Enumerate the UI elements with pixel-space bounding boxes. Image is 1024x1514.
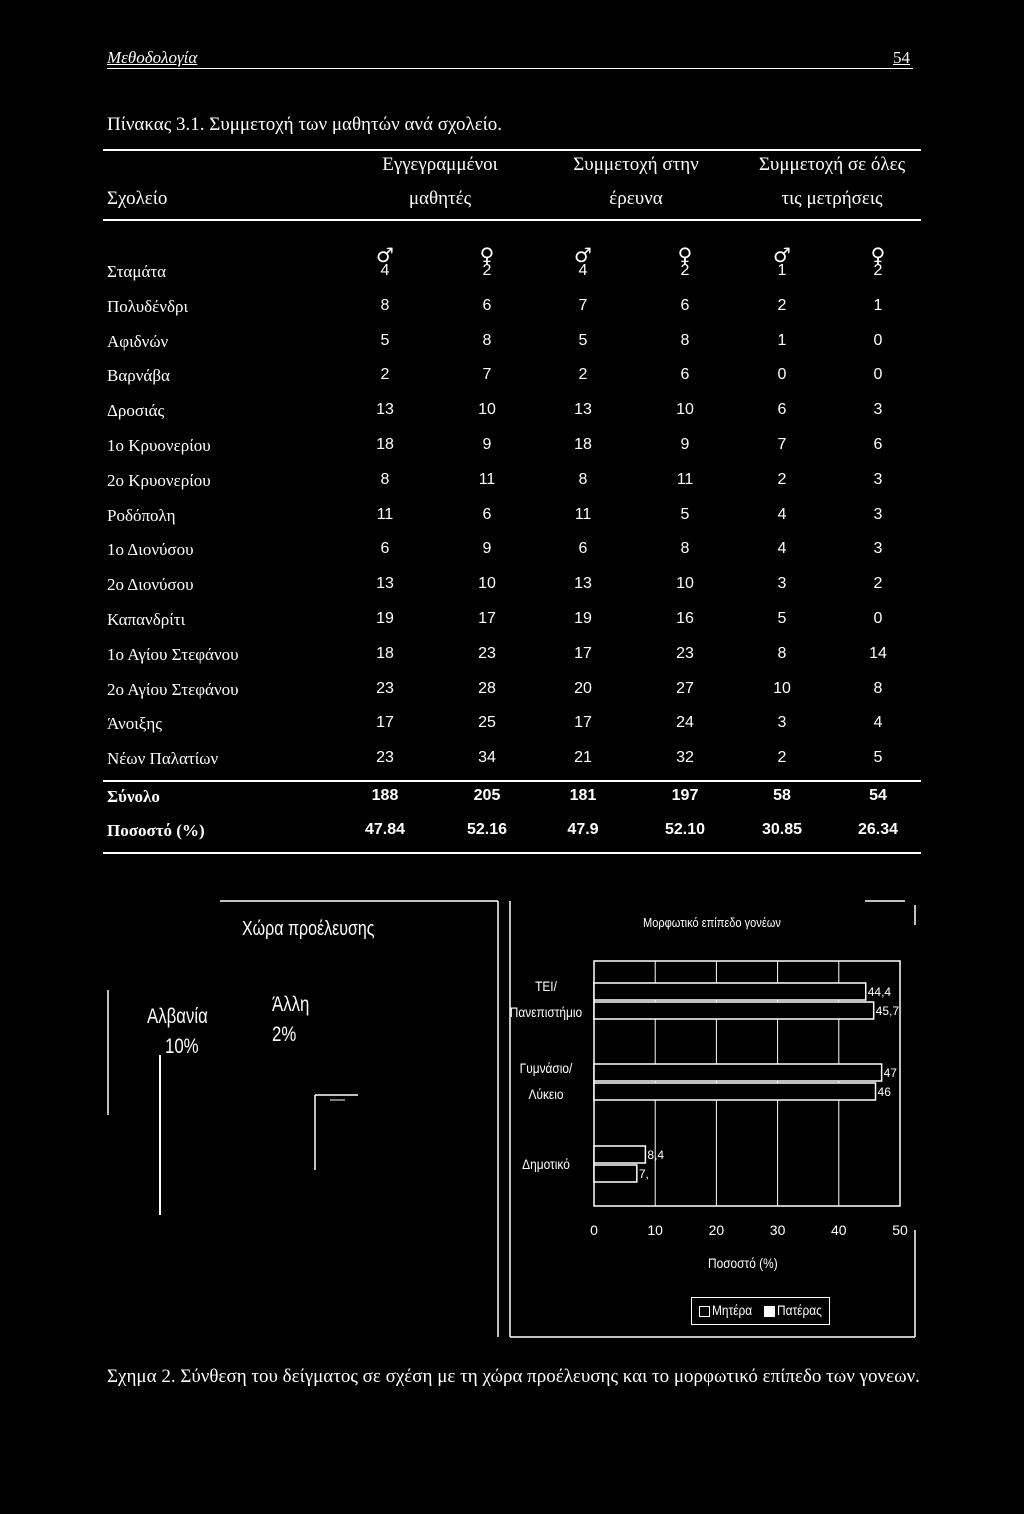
table-cell: 34 — [478, 749, 496, 767]
table-cell: 6 — [482, 505, 492, 523]
table-cell: 8 — [680, 331, 690, 349]
table-cell: 3 — [873, 540, 883, 558]
table-cell: 5 — [680, 505, 690, 523]
table-cell: 2 — [380, 366, 390, 384]
x-axis-label: Ποσοστό (%) — [708, 1255, 778, 1271]
table-bottom-rule — [103, 852, 921, 854]
bar-Μητέρα-1 — [594, 1064, 882, 1081]
school-name: Σύνολο — [107, 787, 160, 806]
table-cell: 6 — [873, 436, 883, 453]
table-cell: 18 — [376, 436, 394, 453]
table-cell: 10 — [773, 679, 791, 697]
school-column-header: Σχολείο — [107, 188, 168, 209]
pie-label-albania: Αλβανία — [147, 1005, 208, 1028]
school-name: Αφιδνών — [107, 331, 169, 351]
table-cell: 4 — [777, 540, 787, 558]
table-cell: 8 — [777, 644, 787, 662]
origin-pie-frame — [100, 895, 505, 1345]
school-name: 2ο Διονύσου — [107, 575, 194, 595]
male-symbol: ♂ — [376, 243, 394, 267]
pie-percent-albania: 10% — [165, 1035, 199, 1058]
table-cell: 27 — [676, 679, 694, 697]
table-cell: 54 — [869, 787, 887, 804]
table-cell: 2 — [777, 749, 787, 767]
table-cell: 8 — [380, 296, 390, 314]
table-cell: 6 — [777, 401, 787, 419]
table-cell: 8 — [578, 470, 588, 488]
table-cell: 14 — [869, 644, 887, 662]
bar-Πατέρας-0 — [594, 1002, 874, 1019]
table-row — [0, 436, 1024, 466]
table-cell: 0 — [873, 366, 883, 384]
table-cell: 19 — [376, 610, 394, 627]
female-symbol: ♀ — [677, 243, 693, 267]
origin-pie-title: Χώρα προέλευσης — [242, 918, 375, 940]
table-cell: 2 — [777, 296, 787, 314]
school-name: Πολυδένδρι — [107, 296, 189, 316]
table-cell: 3 — [873, 505, 883, 523]
table-cell: 23 — [478, 644, 496, 662]
school-name: Βαρνάβα — [107, 366, 170, 386]
female-symbol: ♀ — [479, 243, 495, 267]
x-tick-label: 10 — [647, 1222, 663, 1238]
x-tick-label: 40 — [831, 1222, 847, 1238]
bar-Μητέρα-0 — [594, 983, 866, 1000]
table-cell: 23 — [376, 679, 394, 697]
table-row — [0, 680, 1024, 710]
school-name: 1ο Διονύσου — [107, 540, 194, 560]
table-cell: 1 — [873, 296, 883, 314]
x-tick-label: 20 — [708, 1222, 725, 1238]
table-cell: 20 — [574, 679, 592, 697]
bar-Πατέρας-1 — [594, 1083, 876, 1100]
table-cell: 18 — [376, 644, 394, 662]
table-cell: 23 — [376, 749, 394, 767]
table-cell: 13 — [574, 575, 592, 593]
table-cell: 5 — [873, 749, 883, 767]
bar-value-label: 44,4 — [867, 985, 892, 999]
group-header-research-1: Συμμετοχή στην — [573, 154, 699, 175]
figure-caption: Σχημα 2. Σύνθεση του δείγματος σε σχέση με τη χώρα προέλευσης και το μορφωτικό επίπεδο των γονεων. — [107, 1366, 920, 1387]
table-cell: 47.84 — [364, 821, 406, 838]
table-cell: 6 — [380, 540, 390, 558]
table-row — [0, 645, 1024, 675]
school-name: Ροδόπολη — [107, 505, 176, 525]
table-cell: 47.9 — [567, 821, 599, 838]
school-name: Ποσοστό (%) — [107, 821, 205, 840]
table-cell: 9 — [482, 436, 492, 453]
table-row — [0, 714, 1024, 744]
table-cell: 10 — [676, 401, 694, 419]
table-cell: 181 — [569, 787, 597, 804]
table-cell: 17 — [478, 610, 496, 627]
bar-value-label: 46 — [877, 1085, 891, 1099]
table-cell: 8 — [482, 331, 492, 349]
table-header-rule — [103, 219, 921, 221]
table-cell: 13 — [376, 401, 394, 419]
bar-value-label: 45,7 — [875, 1004, 900, 1018]
male-symbol: ♂ — [773, 243, 791, 267]
table-cell: 197 — [671, 787, 699, 804]
male-symbol: ♂ — [574, 243, 592, 267]
table-cell: 17 — [574, 644, 592, 662]
table-cell: 205 — [473, 787, 501, 804]
table-cell: 6 — [680, 296, 690, 314]
category-label: Δημοτικό — [522, 1156, 570, 1172]
table-row — [0, 366, 1024, 396]
table-cell: 3 — [873, 470, 883, 488]
table-row — [0, 610, 1024, 640]
table-cell: 4 — [777, 505, 787, 523]
school-name: Δροσιάς — [107, 401, 165, 421]
table-row — [0, 297, 1024, 327]
table-cell: 188 — [371, 787, 399, 804]
table-cell: 4 — [578, 262, 588, 279]
table-cell: 2 — [873, 262, 883, 279]
table-cell: 13 — [376, 575, 394, 593]
bar-value-label: 47 — [883, 1066, 897, 1080]
table-cell: 0 — [777, 366, 787, 384]
table-row — [0, 262, 1024, 292]
table-cell: 8 — [680, 540, 690, 558]
table-cell: 58 — [773, 787, 791, 804]
table-cell: 11 — [478, 470, 496, 488]
table-cell: 7 — [482, 366, 492, 384]
pie-percent-other: 2% — [272, 1023, 297, 1046]
table-top-rule — [103, 149, 921, 151]
school-name: 1ο Αγίου Στεφάνου — [107, 644, 239, 664]
education-bar-plot — [500, 955, 920, 1215]
table-cell: 11 — [574, 505, 592, 523]
table-cell: 24 — [676, 714, 694, 732]
legend-label-father: Πατέρας — [777, 1302, 822, 1318]
table-cell: 10 — [676, 575, 694, 593]
table-cell: 17 — [376, 714, 394, 732]
table-cell: 2 — [482, 262, 492, 279]
legend-swatch-father — [764, 1306, 775, 1317]
table-cell: 2 — [777, 470, 787, 488]
table-cell: 2 — [578, 366, 588, 384]
table-cell: 10 — [478, 575, 496, 593]
table-cell: 7 — [777, 436, 787, 453]
table-cell: 32 — [676, 749, 694, 767]
school-name: Νέων Παλατίων — [107, 749, 219, 769]
group-header-research-2: έρευνα — [609, 188, 663, 209]
category-label: Γυμνάσιο/ — [519, 1060, 573, 1076]
table-cell: 5 — [578, 331, 588, 349]
table-cell: 3 — [777, 575, 787, 593]
totals-rule — [103, 780, 921, 782]
bar-value-label: 8,4 — [647, 1148, 665, 1162]
bar-Μητέρα-2 — [594, 1146, 645, 1163]
category-label: ΤΕΙ/ — [535, 978, 557, 994]
x-tick-label: 30 — [769, 1222, 786, 1238]
chart-legend — [691, 1297, 830, 1325]
school-name: Σταμάτα — [107, 262, 167, 281]
table-row — [0, 332, 1024, 362]
table-cell: 10 — [478, 401, 496, 419]
category-label: Πανεπιστήμιο — [509, 1004, 583, 1020]
bar-Πατέρας-2 — [594, 1165, 637, 1182]
table-cell: 26.34 — [857, 821, 899, 838]
table-cell: 17 — [574, 714, 592, 732]
table-row — [0, 787, 1024, 817]
table-cell: 7 — [578, 296, 588, 314]
table-cell: 19 — [574, 610, 592, 627]
page-number: 54 — [893, 48, 910, 67]
category-label: Λύκειο — [528, 1086, 564, 1102]
table-cell: 4 — [380, 262, 390, 279]
table-cell: 13 — [574, 401, 592, 419]
group-header-enrolled-1: Εγγεγραμμένοι — [382, 154, 498, 175]
table-cell: 9 — [680, 436, 690, 453]
table-cell: 25 — [478, 714, 496, 732]
group-header-all-2: τις μετρήσεις — [781, 188, 883, 209]
running-header-title: Μεθοδολογία — [107, 48, 198, 67]
table-cell: 52.16 — [466, 821, 508, 838]
table-cell: 3 — [873, 401, 883, 419]
table-cell: 30.85 — [761, 821, 803, 838]
table-cell: 18 — [574, 436, 592, 453]
table-row — [0, 821, 1024, 851]
table-row — [0, 540, 1024, 570]
table-cell: 2 — [873, 575, 883, 593]
table-row — [0, 471, 1024, 501]
x-tick-label: 50 — [892, 1222, 908, 1238]
table-cell: 4 — [873, 714, 883, 732]
x-tick-label: 0 — [590, 1222, 598, 1238]
bar-value-label: 7, — [638, 1167, 649, 1181]
table-cell: 5 — [777, 610, 787, 627]
table-row — [0, 401, 1024, 431]
group-header-all-1: Συμμετοχή σε όλες — [758, 154, 906, 175]
school-name: 2ο Κρυονερίου — [107, 470, 211, 490]
header-rule — [107, 68, 913, 69]
table-row — [0, 749, 1024, 779]
table-row — [0, 575, 1024, 605]
table-caption: Πίνακας 3.1. Συμμετοχή των μαθητών ανά σχολείο. — [107, 114, 503, 135]
table-cell: 8 — [380, 470, 390, 488]
table-cell: 1 — [777, 331, 787, 349]
table-cell: 11 — [676, 470, 694, 488]
table-cell: 9 — [482, 540, 492, 558]
table-cell: 0 — [873, 331, 883, 349]
table-cell: 21 — [574, 749, 592, 767]
pie-label-other: Άλλη — [272, 993, 310, 1016]
table-cell: 52.10 — [664, 821, 706, 838]
table-cell: 6 — [680, 366, 690, 384]
table-cell: 2 — [680, 262, 690, 279]
female-symbol: ♀ — [870, 243, 886, 267]
table-cell: 0 — [873, 610, 883, 627]
school-name: 2ο Αγίου Στεφάνου — [107, 679, 239, 699]
table-cell: 28 — [478, 679, 496, 697]
table-cell: 1 — [777, 262, 787, 279]
legend-swatch-mother — [699, 1306, 710, 1317]
school-name: Άνοιξης — [107, 714, 162, 734]
table-cell: 5 — [380, 331, 390, 349]
school-name: 1ο Κρυονερίου — [107, 436, 211, 455]
education-chart-title: Μορφωτικό επίπεδο γονέων — [643, 915, 781, 930]
table-cell: 6 — [482, 296, 492, 314]
legend-label-mother: Μητέρα — [712, 1302, 753, 1318]
school-name: Καπανδρίτι — [107, 610, 186, 629]
table-cell: 11 — [376, 505, 394, 523]
table-cell: 3 — [777, 714, 787, 732]
table-row — [0, 506, 1024, 536]
group-header-enrolled-2: μαθητές — [408, 188, 472, 209]
table-cell: 6 — [578, 540, 588, 558]
table-cell: 8 — [873, 679, 883, 697]
table-cell: 23 — [676, 644, 694, 662]
table-cell: 16 — [676, 610, 694, 627]
